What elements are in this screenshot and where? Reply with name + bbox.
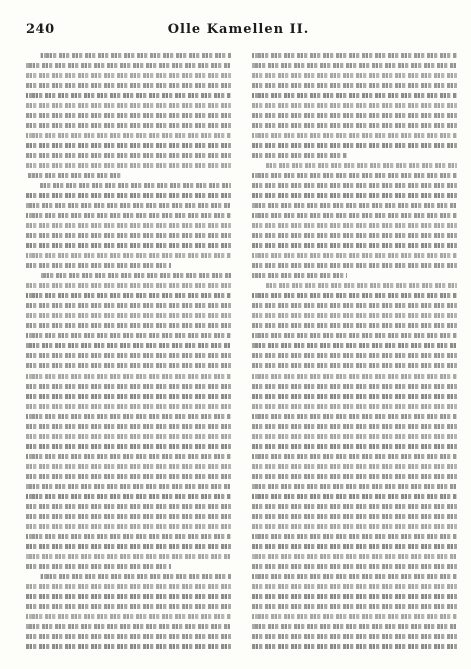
text-line [252, 90, 457, 100]
running-title: Olle Kamellen II. [167, 22, 310, 37]
text-line [252, 481, 457, 491]
text-line [26, 441, 231, 451]
text-line [26, 190, 231, 200]
text-line [252, 421, 457, 431]
text-line [26, 310, 231, 320]
fraktur-line-ink [26, 143, 231, 148]
text-line [26, 360, 231, 370]
fraktur-line-ink [26, 534, 231, 539]
text-line [252, 401, 457, 411]
fraktur-line-ink [26, 253, 231, 258]
text-line [252, 340, 457, 350]
text-line [26, 210, 231, 220]
fraktur-line-ink [252, 223, 457, 228]
fraktur-line-ink [26, 644, 231, 649]
fraktur-line-ink [26, 283, 231, 288]
text-column-left [26, 50, 231, 652]
text-line [26, 511, 231, 521]
fraktur-line-ink [252, 83, 457, 88]
fraktur-line-ink [26, 434, 231, 439]
fraktur-line-ink [26, 394, 231, 399]
fraktur-line-ink [26, 414, 231, 419]
fraktur-line-ink [26, 514, 231, 519]
text-line [252, 601, 457, 611]
fraktur-line-ink [26, 133, 231, 138]
fraktur-line-ink [252, 273, 347, 278]
fraktur-line-ink [266, 163, 457, 168]
text-line [252, 330, 457, 340]
fraktur-line-ink [26, 454, 231, 459]
fraktur-line-ink [26, 584, 231, 589]
fraktur-line-ink [40, 273, 231, 278]
fraktur-line-ink [252, 494, 457, 499]
text-line [252, 451, 457, 461]
fraktur-line-ink [252, 63, 457, 68]
text-line [252, 631, 457, 641]
text-line [26, 461, 231, 471]
fraktur-line-ink [252, 153, 347, 158]
fraktur-line-ink [26, 444, 231, 449]
text-line [26, 591, 231, 601]
fraktur-line-ink [252, 504, 457, 509]
fraktur-line-ink [26, 223, 231, 228]
fraktur-line-ink [252, 363, 457, 368]
fraktur-line-ink [40, 53, 231, 58]
text-line [26, 60, 231, 70]
text-line [26, 431, 231, 441]
fraktur-line-ink [26, 594, 231, 599]
fraktur-line-ink [26, 123, 231, 128]
page-number: 240 [26, 22, 55, 37]
text-line [252, 230, 457, 240]
fraktur-line-ink [252, 193, 457, 198]
text-line [26, 521, 231, 531]
text-line [252, 250, 457, 260]
text-line [26, 621, 231, 631]
text-line [252, 581, 457, 591]
fraktur-line-ink [26, 163, 231, 168]
text-line [26, 320, 231, 330]
text-line [252, 70, 457, 80]
text-line [252, 591, 457, 601]
fraktur-line-ink [252, 143, 457, 148]
fraktur-line-ink [26, 474, 231, 479]
text-line [26, 140, 231, 150]
text-line [252, 310, 457, 320]
fraktur-line-ink [26, 634, 231, 639]
text-line [26, 180, 231, 190]
fraktur-line-ink [26, 213, 231, 218]
fraktur-line-ink [26, 303, 231, 308]
fraktur-line-ink [26, 153, 231, 158]
text-line [252, 260, 457, 270]
text-line [252, 120, 457, 130]
fraktur-line-ink [26, 554, 231, 559]
fraktur-line-ink [26, 203, 231, 208]
text-line [252, 381, 457, 391]
fraktur-line-ink [26, 363, 231, 368]
text-line [26, 110, 231, 120]
fraktur-line-ink [26, 564, 171, 569]
fraktur-line-ink [252, 594, 457, 599]
text-line [26, 371, 231, 381]
fraktur-line-ink [252, 213, 457, 218]
fraktur-line-ink [26, 103, 231, 108]
fraktur-line-ink [252, 113, 457, 118]
fraktur-line-ink [252, 394, 457, 399]
text-line [26, 350, 231, 360]
text-column-right [252, 50, 457, 652]
text-line [252, 411, 457, 421]
text-line [26, 240, 231, 250]
text-line [252, 80, 457, 90]
text-line [26, 411, 231, 421]
text-line [26, 571, 231, 581]
text-line [252, 371, 457, 381]
text-line [252, 320, 457, 330]
fraktur-line-ink [252, 604, 457, 609]
fraktur-line-ink [26, 323, 231, 328]
fraktur-line-ink [252, 384, 457, 389]
fraktur-line-ink [26, 343, 231, 348]
text-line [26, 230, 231, 240]
text-line [26, 401, 231, 411]
fraktur-line-ink [252, 524, 457, 529]
fraktur-line-ink [252, 434, 457, 439]
text-line [252, 300, 457, 310]
text-line [26, 290, 231, 300]
text-line [252, 60, 457, 70]
fraktur-line-ink [266, 283, 457, 288]
text-line [252, 461, 457, 471]
fraktur-line-ink [252, 464, 457, 469]
text-line [252, 431, 457, 441]
text-line [26, 200, 231, 210]
text-line [26, 421, 231, 431]
fraktur-line-ink [26, 113, 231, 118]
text-line [252, 280, 457, 290]
fraktur-line-ink [252, 544, 457, 549]
fraktur-line-ink [252, 514, 457, 519]
fraktur-line-ink [26, 243, 231, 248]
fraktur-line-ink [252, 53, 457, 58]
fraktur-line-ink [26, 424, 231, 429]
fraktur-line-ink [26, 263, 171, 268]
fraktur-line-ink [252, 584, 457, 589]
fraktur-line-ink [252, 404, 457, 409]
text-line [26, 260, 231, 270]
text-line [26, 381, 231, 391]
fraktur-line-ink [252, 534, 457, 539]
text-line [252, 170, 457, 180]
fraktur-line-ink [252, 574, 457, 579]
fraktur-line-ink [26, 484, 231, 489]
fraktur-line-ink [26, 233, 231, 238]
text-line [26, 160, 231, 170]
text-line [252, 350, 457, 360]
text-line [252, 360, 457, 370]
fraktur-line-ink [26, 333, 231, 338]
fraktur-line-ink [252, 484, 457, 489]
fraktur-line-ink [252, 253, 457, 258]
fraktur-line-ink [252, 303, 457, 308]
text-line [252, 611, 457, 621]
fraktur-line-ink [252, 474, 457, 479]
fraktur-line-ink [40, 574, 231, 579]
fraktur-line-ink [252, 414, 457, 419]
fraktur-line-ink [26, 504, 231, 509]
text-line [252, 180, 457, 190]
text-line [26, 80, 231, 90]
fraktur-line-ink [252, 634, 457, 639]
fraktur-line-ink [252, 554, 457, 559]
fraktur-line-ink [26, 83, 231, 88]
text-line [26, 501, 231, 511]
fraktur-line-ink [252, 133, 457, 138]
text-line [26, 250, 231, 260]
fraktur-line-ink [26, 464, 231, 469]
fraktur-line-ink [26, 604, 231, 609]
fraktur-line-ink [26, 544, 231, 549]
text-line [252, 441, 457, 451]
fraktur-line-ink [26, 193, 231, 198]
text-line [252, 270, 457, 280]
fraktur-line-ink [252, 323, 457, 328]
fraktur-line-ink [252, 183, 457, 188]
fraktur-line-ink [252, 233, 457, 238]
fraktur-line-ink [26, 173, 121, 178]
fraktur-line-ink [252, 353, 457, 358]
fraktur-line-ink [252, 343, 457, 348]
text-line [252, 140, 457, 150]
fraktur-line-ink [252, 203, 457, 208]
text-line [26, 100, 231, 110]
fraktur-line-ink [252, 444, 457, 449]
text-line [26, 551, 231, 561]
text-line [252, 50, 457, 60]
fraktur-line-ink [26, 374, 231, 379]
text-line [252, 501, 457, 511]
text-line [252, 150, 457, 160]
text-line [252, 160, 457, 170]
fraktur-line-ink [26, 614, 231, 619]
text-line [252, 110, 457, 120]
text-line [252, 641, 457, 651]
fraktur-line-ink [26, 63, 231, 68]
text-line [252, 391, 457, 401]
fraktur-line-ink [252, 93, 457, 98]
text-line [252, 200, 457, 210]
text-line [26, 220, 231, 230]
text-line [252, 220, 457, 230]
text-line [26, 340, 231, 350]
text-line [26, 531, 231, 541]
text-line [252, 521, 457, 531]
fraktur-line-ink [40, 183, 231, 188]
text-line [26, 491, 231, 501]
text-line [252, 531, 457, 541]
text-line [26, 581, 231, 591]
text-line [26, 471, 231, 481]
text-line [26, 451, 231, 461]
text-line [26, 70, 231, 80]
text-line [26, 561, 231, 571]
text-line [26, 330, 231, 340]
text-line [26, 481, 231, 491]
text-line [252, 210, 457, 220]
fraktur-line-ink [252, 564, 457, 569]
fraktur-line-ink [26, 494, 231, 499]
fraktur-line-ink [26, 293, 231, 298]
text-line [252, 551, 457, 561]
text-line [252, 100, 457, 110]
text-line [26, 280, 231, 290]
text-line [26, 170, 231, 180]
text-line [26, 300, 231, 310]
text-line [26, 541, 231, 551]
text-line [26, 150, 231, 160]
text-line [26, 50, 231, 60]
fraktur-line-ink [252, 103, 457, 108]
text-line [26, 391, 231, 401]
text-line [252, 571, 457, 581]
text-line [252, 240, 457, 250]
text-line [252, 471, 457, 481]
text-line [252, 561, 457, 571]
text-line [252, 541, 457, 551]
fraktur-line-ink [26, 624, 231, 629]
fraktur-line-ink [252, 374, 457, 379]
fraktur-line-ink [26, 353, 231, 358]
fraktur-line-ink [252, 293, 457, 298]
text-line [252, 290, 457, 300]
fraktur-line-ink [252, 173, 457, 178]
fraktur-line-ink [252, 614, 457, 619]
text-line [252, 491, 457, 501]
text-line [26, 631, 231, 641]
page-header [26, 22, 451, 38]
text-line [26, 611, 231, 621]
text-line [26, 90, 231, 100]
fraktur-line-ink [252, 73, 457, 78]
fraktur-line-ink [252, 313, 457, 318]
fraktur-line-ink [26, 404, 231, 409]
text-line [252, 511, 457, 521]
text-line [252, 621, 457, 631]
text-line [26, 601, 231, 611]
fraktur-line-ink [252, 624, 457, 629]
text-line [26, 270, 231, 280]
text-line [252, 190, 457, 200]
fraktur-line-ink [26, 384, 231, 389]
text-line [26, 641, 231, 651]
fraktur-line-ink [252, 123, 457, 128]
fraktur-line-ink [26, 313, 231, 318]
fraktur-line-ink [252, 333, 457, 338]
text-line [252, 130, 457, 140]
fraktur-line-ink [252, 454, 457, 459]
text-line [26, 130, 231, 140]
fraktur-line-ink [252, 644, 457, 649]
fraktur-line-ink [252, 243, 457, 248]
fraktur-line-ink [252, 263, 457, 268]
text-line [26, 120, 231, 130]
fraktur-line-ink [26, 73, 231, 78]
fraktur-line-ink [26, 524, 231, 529]
fraktur-line-ink [26, 93, 231, 98]
fraktur-line-ink [252, 424, 457, 429]
